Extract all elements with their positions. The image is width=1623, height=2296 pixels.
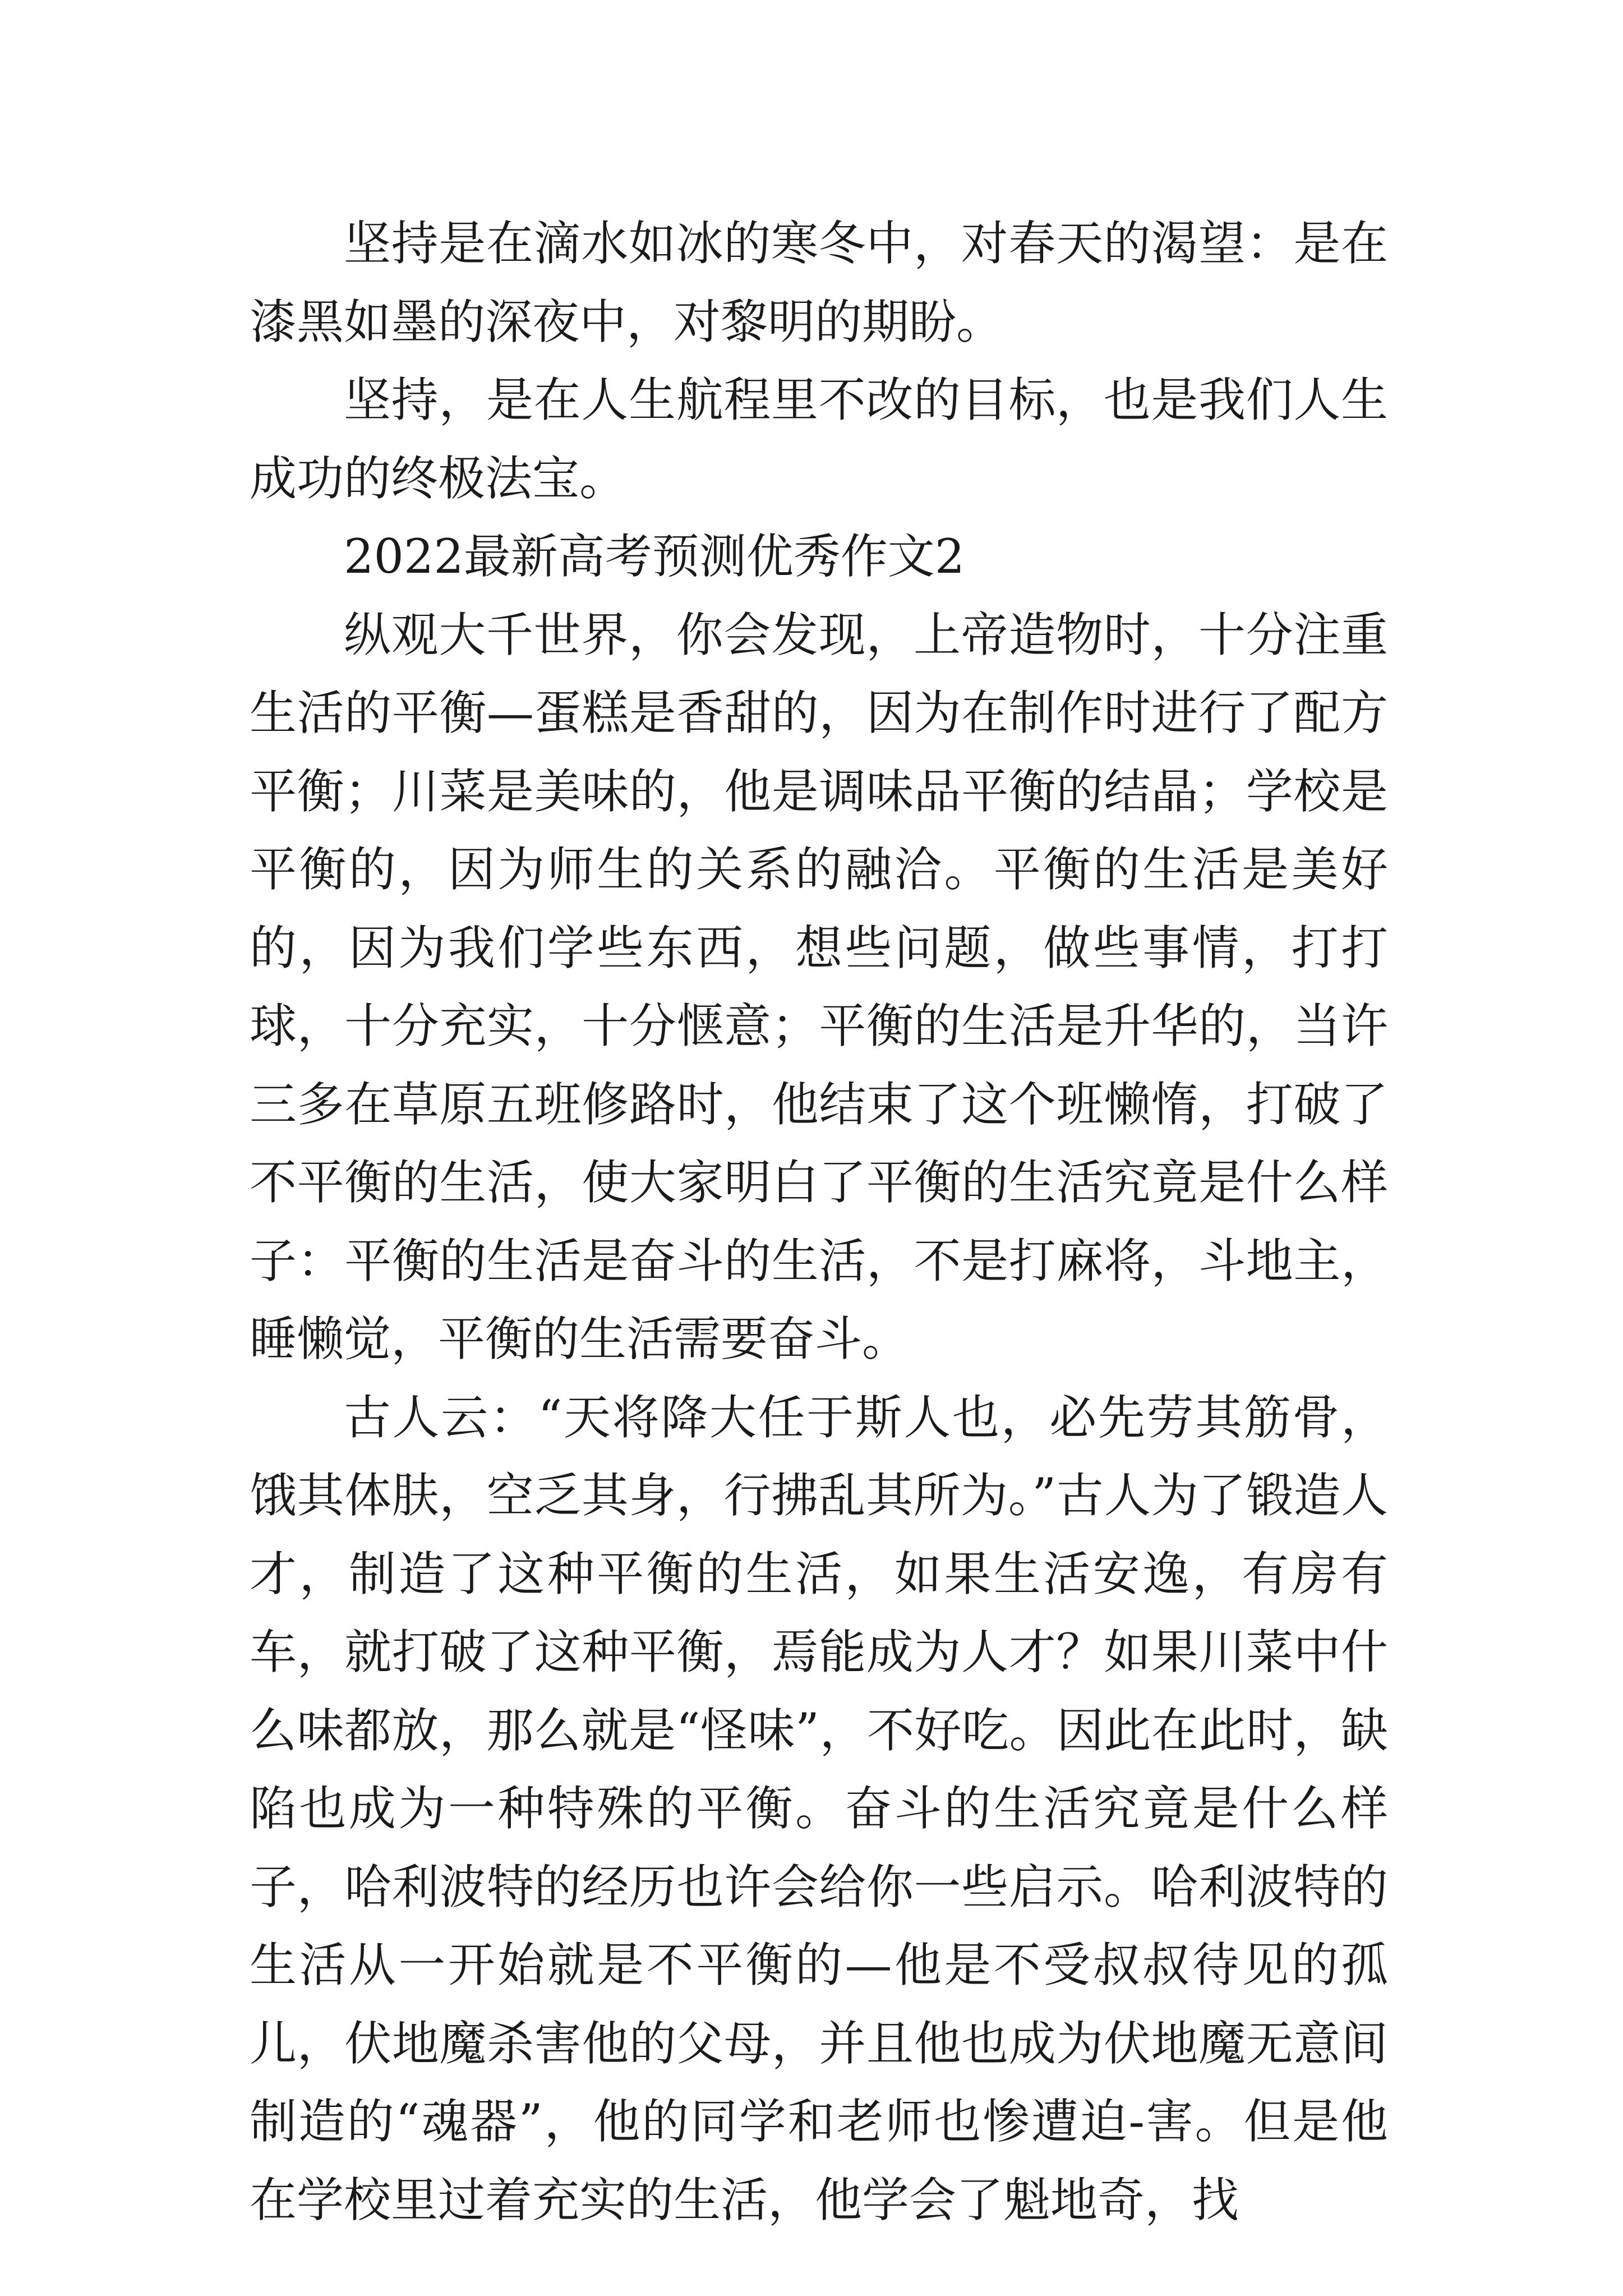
section-heading: 2022最新高考预测优秀作文2 xyxy=(344,529,965,584)
document-body xyxy=(250,205,1388,2239)
paragraph-persistence-1: 坚持是在滴水如冰的寒冬中，对春天的渴望：是在漆黑如墨的深夜中，对黎明的期盼。 xyxy=(250,216,1388,349)
paragraph-balance-1: 纵观大千世界，你会发现，上帝造物时，十分注重生活的平衡—蛋糕是香甜的，因为在制作时进行了配方平衡；川菜是美味的，他是调味品平衡的结晶；学校是平衡的，因为师生的关系的融洽。平衡的生活是美好的，因为我们学些东西，想些问题，做些事情，打打球，十分充实，十分惬意；平衡的生活是升华的，当许三多在草原五班修路时，他结束了这个班懒惰，打破了不平衡的生活，使大家明白了平衡的生活究竟是什么样子：平衡的生活是奋斗的生活，不是打麻将，斗地主，睡懒觉，平衡的生活需要奋斗。 xyxy=(250,607,1388,1366)
paragraph-balance-2: 古人云：“天将降大任于斯人也，必先劳其筋骨，饿其体肤，空乏其身，行拂乱其所为。”古人为了锻造人才，制造了这种平衡的生活，如果生活安逸，有房有车，就打破了这种平衡，焉能成为人才？如果川菜中什么味都放，那么就是“怪味”，不好吃。因此在此时，缺陷也成为一种特殊的平衡。奋斗的生活究竟是什么样子，哈利波特的经历也许会给你一些启示。哈利波特的生活从一开始就是不平衡的—他是不受叔叔待见的孤儿，伏地魔杀害他的父母，并且他也成为伏地魔无意间制造的“魂器”，他的同学和老师也惨遭迫-害。但是他在学校里过着充实的生活，他学会了魁地奇，找 xyxy=(250,1389,1388,2228)
paragraph-persistence-2: 坚持，是在人生航程里不改的目标，也是我们人生成功的终极法宝。 xyxy=(250,372,1388,506)
